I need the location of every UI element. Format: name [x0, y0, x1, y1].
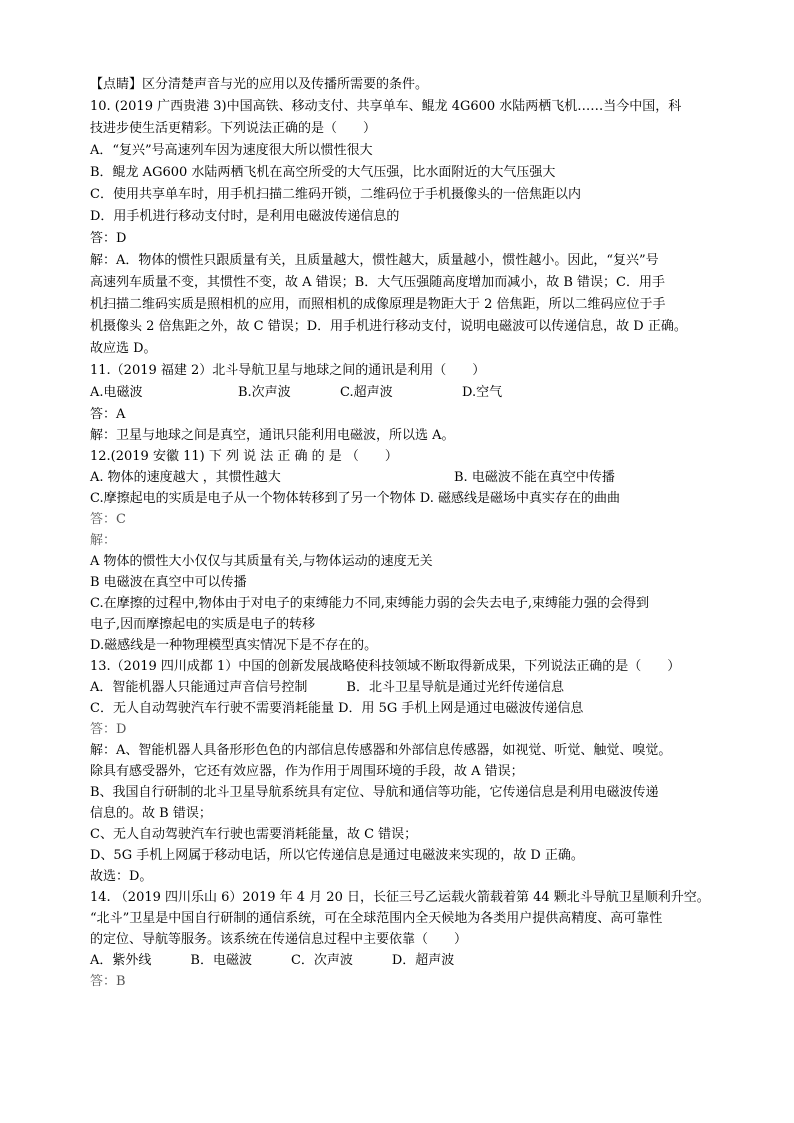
- question-10-block: [90, 74, 715, 360]
- q13-solution-line-2: 除具有感受器外，它还有效应器，作为作用于周围环境的手段，故 A 错误；: [90, 764, 524, 779]
- q12-solution-line-5: D.磁感线是一种物理模型真实情况下是不存在的。: [90, 638, 378, 653]
- q12-answer: 答：C: [90, 512, 126, 527]
- question-13-block: [90, 656, 715, 887]
- q13-solution-line-7: 故选：D。: [90, 869, 153, 884]
- q10-stem-line-2: 技进步使生活更精彩。下列说法正确的是（ ）: [90, 121, 377, 136]
- q13-options-cd: C．无人自动驾驶汽车行驶不需要消耗能量 D．用 5G 手机上网是通过电磁波传递信息: [90, 701, 584, 716]
- q11-option-c: C.超声波: [340, 385, 393, 400]
- q10-option-d: D．用手机进行移动支付时，是利用电磁波传递信息的: [90, 209, 400, 224]
- q13-answer: 答：D: [90, 722, 127, 737]
- q13-stem: 13.（2019 四川成都 1）中国的创新发展战略使科技领域不断取得新成果，下列说法正确的是（ ）: [90, 659, 681, 674]
- q10-answer: 答：D: [90, 231, 127, 246]
- q10-option-c: C．使用共享单车时，用手机扫描二维码开锁，二维码位于手机摄像头的一倍焦距以内: [90, 187, 581, 202]
- q12-options-cd: C.摩擦起电的实质是电子从一个物体转移到了另一个物体 D. 磁感线是磁场中真实存在的曲曲: [90, 491, 620, 506]
- q11-answer: 答：A: [90, 407, 126, 422]
- q12-options-ab: [90, 467, 715, 488]
- q13-solution-line-4: 信息的。故 B 错误；: [90, 806, 212, 821]
- q11-option-a: A.电磁波: [90, 385, 143, 400]
- q13-solution-line-6: D、5G 手机上网属于移动电话，所以它传递信息是通过电磁波来实现的，故 D 正确。: [90, 848, 584, 863]
- q10-solution-line-5: 故应选 D。: [90, 341, 157, 356]
- q12-solution-line-1: A 物体的惯性大小仅仅与其质量有关,与物体运动的速度无关: [90, 554, 433, 569]
- q14-answer: 答：B: [90, 974, 126, 989]
- q12-option-a: A. 物体的速度越大 ，其惯性越大: [90, 470, 281, 485]
- q12-solution-line-2: B 电磁波在真空中可以传播: [90, 575, 247, 590]
- q10-option-a: A．“复兴”号高速列车因为速度很大所以惯性很大: [90, 143, 373, 158]
- q14-options: A．紫外线 B．电磁波 C．次声波 D．超声波: [90, 953, 455, 968]
- q10-solution-line-1: 解：A．物体的惯性只跟质量有关，且质量越大，惯性越大，质量越小，惯性越小。因此，“复兴”号: [90, 253, 659, 268]
- question-11-block: [90, 360, 715, 446]
- q13-solution-line-3: B、我国自行研制的北斗卫星导航系统具有定位、导航和通信等功能，它传递信息是利用电磁波传递: [90, 785, 659, 800]
- q12-solution-line-3: C.在摩擦的过程中,物体由于对电子的束缚能力不同,束缚能力弱的会失去电子,束缚能力强的会得到: [90, 596, 650, 611]
- q14-stem-line-2: “北斗”卫星是中国自行研制的通信系统，可在全球范围内全天候地为各类用户提供高精度、高可靠性: [90, 911, 663, 926]
- q11-stem: 11.（2019 福建 2）北斗导航卫星与地球之间的通讯是利用（ ）: [90, 363, 486, 378]
- q10-option-b: B．鲲龙 AG600 水陆两栖飞机在高空所受的大气压强，比水面附近的大气压强大: [90, 165, 556, 180]
- q14-stem-line-3: 的定位、导航等服务。该系统在传递信息过程中主要依靠（ ）: [90, 932, 468, 947]
- q12-option-b: B. 电磁波不能在真空中传播: [454, 470, 615, 485]
- document-page: [90, 74, 715, 992]
- q12-solution-head: 解：: [90, 533, 117, 548]
- q10-solution-line-3: 机扫描二维码实质是照相机的应用，而照相机的成像原理是物距大于 2 倍焦距，所以二维码应位于手: [90, 297, 666, 312]
- q13-solution-line-5: C、无人自动驾驶汽车行驶也需要消耗能量，故 C 错误；: [90, 827, 418, 842]
- question-14-block: [90, 887, 715, 992]
- tip-line: 【点睛】区分清楚声音与光的应用以及传播所需要的条件。: [90, 77, 429, 92]
- q11-option-b: B.次声波: [238, 385, 291, 400]
- question-12-block: [90, 446, 715, 656]
- q11-solution: 解：卫星与地球之间是真空，通讯只能利用电磁波，所以选 A。: [90, 428, 455, 443]
- q12-solution-line-4: 电子,因而摩擦起电的实质是电子的转移: [90, 617, 316, 632]
- q12-stem: 12.(2019 安徽 11) 下 列 说 法 正 确 的 是 （ ）: [90, 449, 398, 464]
- q11-options: [90, 382, 715, 404]
- q13-solution-line-1: 解：A、智能机器人具备形形色色的内部信息传感器和外部信息传感器，如视觉、听觉、触觉、嗅觉。: [90, 743, 672, 758]
- q10-stem-line-1: 10. (2019 广西贵港 3)中国高铁、移动支付、共享单车、鲲龙 4G600 水陆两栖飞机……当今中国，科: [90, 99, 682, 114]
- q11-option-d: D.空气: [462, 385, 503, 400]
- q10-solution-line-4: 机摄像头 2 倍焦距之外，故 C 错误；D．用手机进行移动支付，说明电磁波可以传递信息，故 D 正确。: [90, 319, 687, 334]
- q14-stem-line-1: 14. （2019 四川乐山 6）2019 年 4 月 20 日，长征三号乙运载火箭载着第 44 颗北斗导航卫星顺利升空。: [90, 890, 710, 905]
- q13-options-ab: A．智能机器人只能通过声音信号控制 B．北斗卫星导航是通过光纤传递信息: [90, 680, 564, 695]
- q10-solution-line-2: 高速列车质量不变，其惯性不变，故 A 错误；B．大气压强随高度增加而减小，故 B 错误；C．用手: [90, 275, 665, 290]
